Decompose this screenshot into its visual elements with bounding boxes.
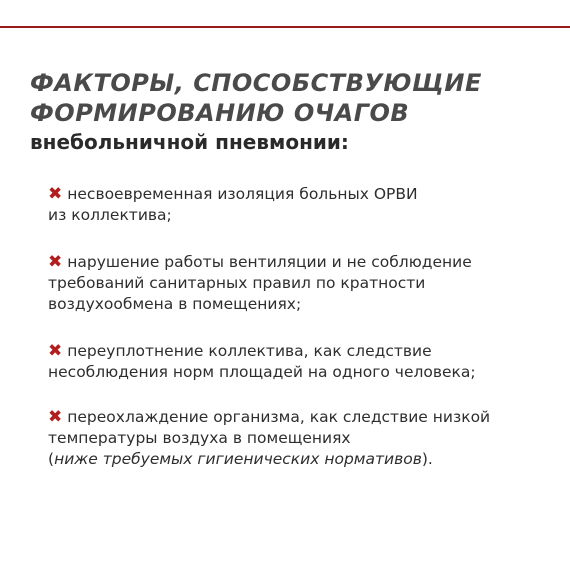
paren-close: ). [421,450,433,468]
heading-line-2: ФОРМИРОВАНИЮ ОЧАГОВ [30,99,410,127]
list-item [48,341,548,383]
item-text: требований санитарных правил по кратности [48,274,426,292]
item-text: нарушение работы вентиляции и не соблюдение [67,253,472,271]
list-item [48,184,548,226]
item-text-italic: ниже требуемых гигиенических нормативов [54,450,422,468]
item-text: несоблюдения норм площадей на одного человека; [48,363,476,381]
cross-mark-icon: ✖ [48,341,63,361]
cross-mark-icon: ✖ [48,407,63,427]
cross-mark-icon: ✖ [48,184,63,204]
item-text: переуплотнение коллектива, как следствие [67,342,432,360]
item-text: из коллектива; [48,206,172,224]
page-heading [30,68,550,156]
item-text: температуры воздуха в помещениях [48,429,351,447]
item-text: несвоевременная изоляция больных ОРВИ [67,185,418,203]
list-item [48,407,548,470]
cross-mark-icon: ✖ [48,252,63,272]
list-item [48,252,548,315]
paren-open: ( [48,450,55,468]
factors-list [48,184,548,496]
heading-subtitle: внебольничной пневмонии: [30,130,349,154]
top-divider-line [0,26,570,28]
item-text: переохлаждение организма, как следствие низкой [67,408,491,426]
item-text: воздухообмена в помещениях; [48,295,302,313]
heading-line-1: ФАКТОРЫ, СПОСОБСТВУЮЩИЕ [30,69,482,97]
